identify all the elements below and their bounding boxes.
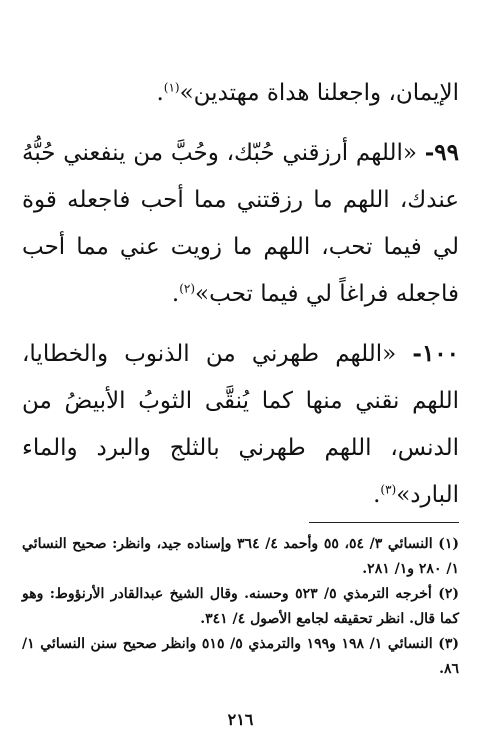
paragraph-100-text: «اللهم طهرني من الذنوب والخطايا، اللهم نقني منها كما يُنقَّى الثوبُ الأبيضُ من الدنس، اللهم طهرني بالثلج والبرد والماء البارد» bbox=[22, 341, 459, 508]
paragraph-99 bbox=[22, 129, 459, 318]
paragraph-99-end: . bbox=[171, 281, 180, 307]
footnotes bbox=[22, 532, 459, 682]
paragraph-1-text: الإيمان، واجعلنا هداة مهتدين» bbox=[179, 80, 459, 106]
footnote-3: (٣) النسائي ١/ ١٩٨ و١٩٩ والترمذي ٥/ ٥١٥ وانظر صحيح سنن النسائي ١/ ٨٦. bbox=[22, 636, 460, 677]
main-text bbox=[22, 70, 459, 519]
footnote-ref-1: (١) bbox=[163, 80, 180, 95]
hadith-number-100: ١٠٠- bbox=[412, 340, 459, 367]
paragraph-1 bbox=[22, 70, 459, 117]
footnote-1: (١) النسائي ٣/ ٥٤، ٥٥ وأحمد ٤/ ٣٦٤ وإسناده جيد، وانظر: صحيح النسائي ١/ ٢٨٠ و١/ ٢٨١. bbox=[22, 536, 459, 577]
paragraph-99-text: «اللهم أرزقني حُبّك، وحُبَّ من ينفعني حُبُّهُ عندك، اللهم ما رزقتني مما أحب فاجعله قوة لي فيما تحب، اللهم ما زويت عني مما أحب فاجعله فراغاً لي فيما تحب» bbox=[22, 140, 459, 307]
paragraph-100 bbox=[22, 330, 459, 519]
paragraph-1-end: . bbox=[156, 80, 164, 106]
page-number: ٢١٦ bbox=[227, 710, 254, 729]
footnote-divider bbox=[309, 522, 459, 523]
footnote-2: (٢) أخرجه الترمذي ٥/ ٥٢٣ وحسنه. وقال الشيخ عبدالقادر الأرنؤوط: وهو كما قال. انظر تحقيقه لجامع الأصول ٤/ ٣٤١. bbox=[22, 586, 459, 627]
footnote-ref-2: (٢) bbox=[179, 281, 196, 296]
hadith-number-99: ٩٩- bbox=[424, 139, 459, 166]
paragraph-100-end: . bbox=[373, 482, 381, 508]
footnote-ref-3: (٣) bbox=[380, 482, 397, 497]
